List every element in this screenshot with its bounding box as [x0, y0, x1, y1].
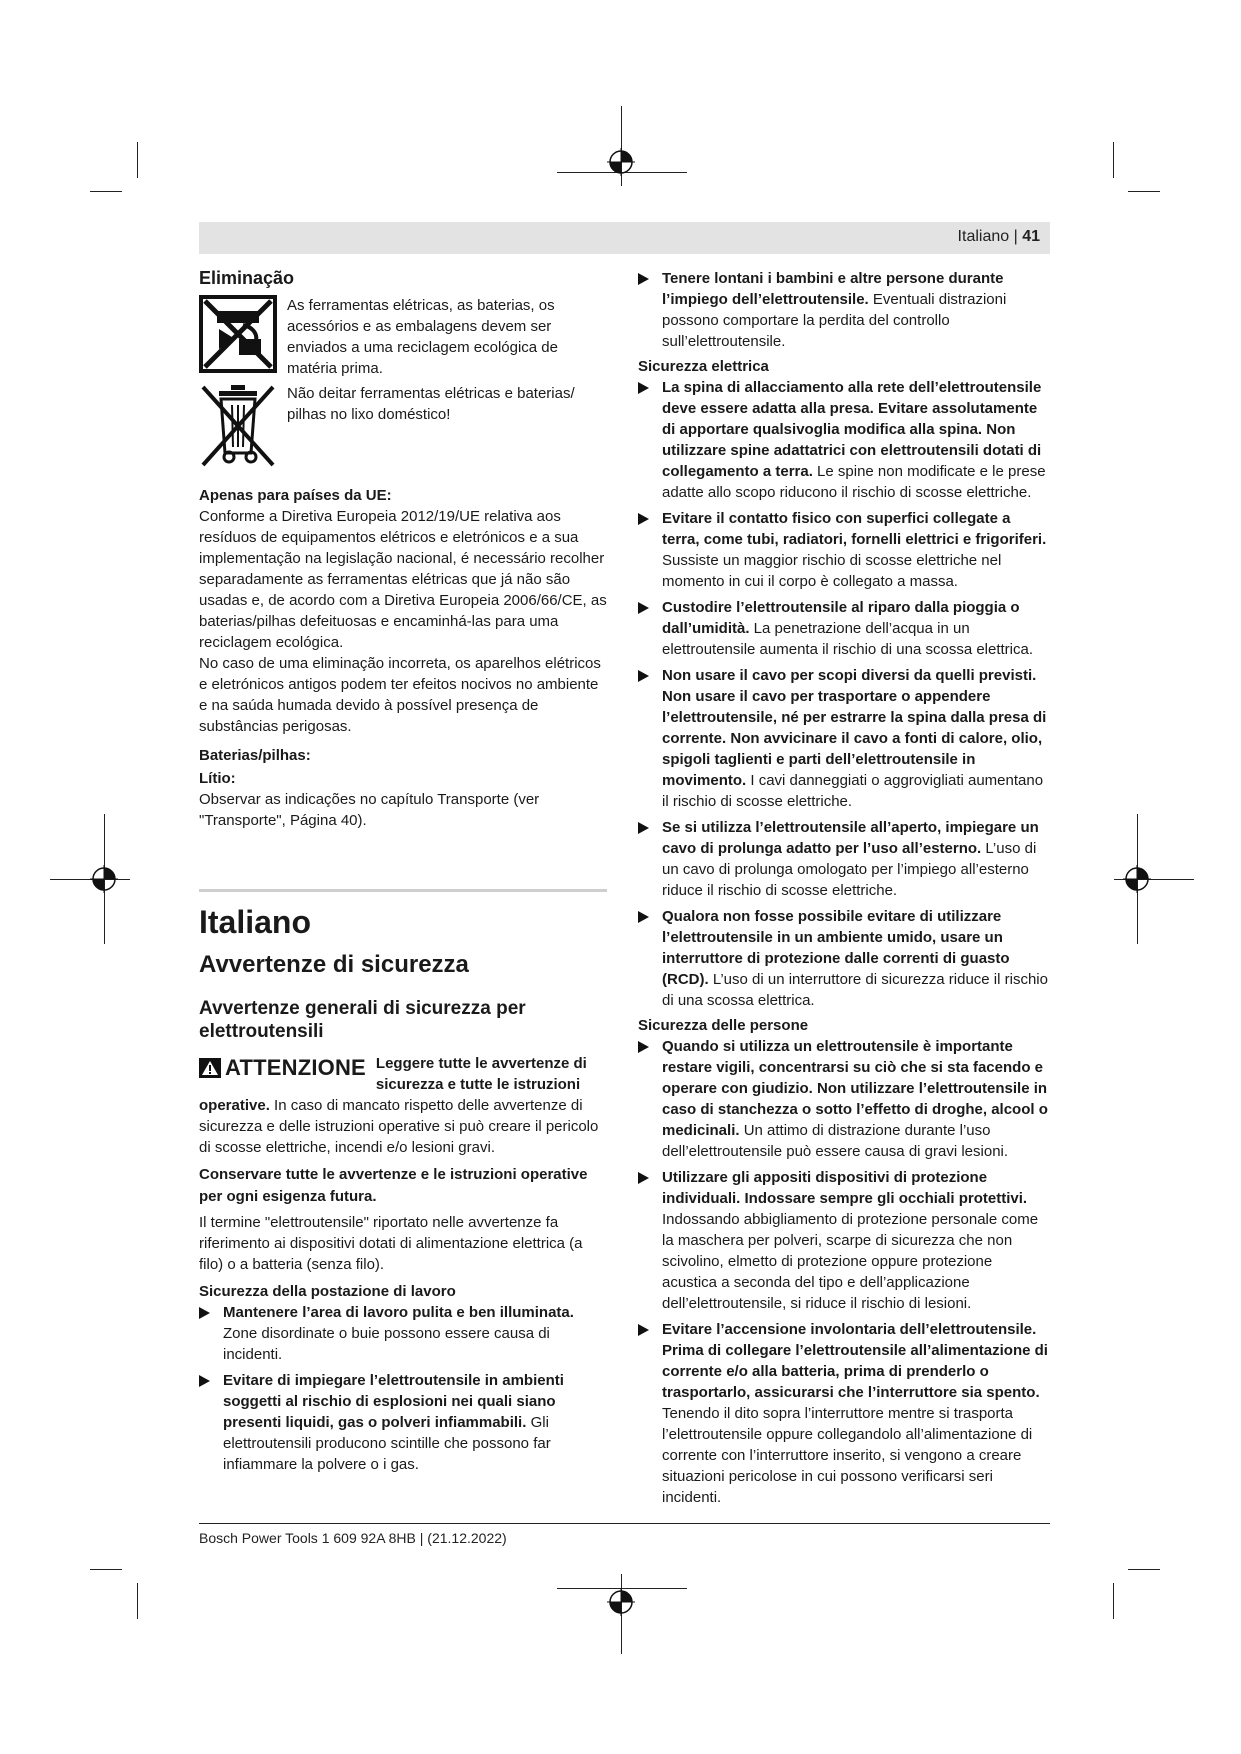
list-item: Evitare il contatto fisico con superfici collegate a terra, come tubi, radiatori, fornelli elettrici e frigoriferi. Sussiste un maggior rischio di scosse elettriche nel momento in cui il corpo è collegato a massa.	[638, 508, 1048, 592]
crop-mark	[1113, 142, 1114, 178]
electric-safety-heading: Sicurezza elettrica	[638, 358, 769, 375]
crop-mark	[137, 142, 138, 178]
warning-triangle-icon	[199, 1058, 221, 1078]
keep-instructions-text: Conservare tutte le avvertenze e le istruzioni operative per ogni esigenza futura.	[199, 1166, 588, 1205]
bullet-arrow-icon	[199, 1375, 210, 1387]
eu-text-2: No caso de uma eliminação incorreta, os aparelhos elétricos e eletrónicos antigos podem ter efeitos nocivos no ambiente e na saúda humada devido à possível presença de substâncias perigosas.	[199, 655, 601, 735]
crop-mark	[1113, 1583, 1114, 1619]
left-column	[199, 268, 607, 1480]
lithium-text: Observar as indicações no capítulo Transporte (ver "Transporte", Página 40).	[199, 791, 540, 829]
bullet-arrow-icon	[638, 1172, 649, 1184]
footer-divider	[199, 1523, 1050, 1524]
electric-safety-list	[638, 377, 1048, 1011]
eu-text-1: Conforme a Diretiva Europeia 2012/19/UE relativa aos resíduos de equipamentos elétricos e eletrónicos e a sua implementação na legislação nacional, é necessário recolher separadamente as ferramentas elétricas que já não são usadas e, de acordo com a Diretiva Europeia 2006/66/CE, as baterias/pilhas defeituosas e encaminhá-las para uma reciclagem ecológica.	[199, 508, 607, 651]
elimination-heading: Eliminação	[199, 268, 295, 288]
crop-mark	[137, 1583, 138, 1619]
recycle-text: As ferramentas elétricas, as baterias, os acessórios e as embalagens devem ser enviados a uma reciclagem ecológica de matéria prima.	[287, 297, 558, 377]
persons-safety-list	[638, 1036, 1048, 1508]
general-safety-title: Avvertenze generali di sicurezza per elettroutensili	[199, 998, 526, 1042]
bullet-arrow-icon	[638, 822, 649, 834]
eu-heading: Apenas para países da UE:	[199, 487, 392, 504]
bullet-arrow-icon	[638, 1324, 649, 1336]
bullet-arrow-icon	[638, 602, 649, 614]
term-definition-text: Il termine "elettroutensile" riportato nelle avvertenze fa riferimento ai dispositivi dotati di alimentazione elettrica (a filo) o a batteria (senza filo).	[199, 1214, 583, 1273]
warning-block	[199, 1053, 607, 1158]
page-number: 41	[1022, 228, 1040, 245]
bullet-arrow-icon	[638, 273, 649, 285]
language-title: Italiano	[199, 904, 312, 940]
workplace-list	[199, 1302, 607, 1475]
safety-title: Avvertenze di sicurezza	[199, 951, 469, 978]
warning-bold-text: Leggere tutte le avvertenze di sicurezza e tutte le istruzioni operative.	[199, 1055, 587, 1114]
footer-text: Bosch Power Tools 1 609 92A 8HB | (21.12.2022)	[199, 1530, 507, 1546]
list-item: Mantenere l’area di lavoro pulita e ben illuminata. Zone disordinate o buie possono essere causa di incidenti.	[199, 1302, 607, 1365]
lithium-heading: Lítio:	[199, 770, 236, 787]
warning-text: In caso di mancato rispetto delle avvertenze di sicurezza e delle istruzioni operative si può creare il pericolo di scosse elettriche, incendi e/o lesioni gravi.	[199, 1097, 599, 1156]
list-item: La spina di allacciamento alla rete dell’elettroutensile deve essere adatta alla presa. Evitare assolutamente di apportare qualsivoglia modifica alla spina. Non utilizzare spine adattatrici con elettroutensili dotati di collegamento a terra. Le spine non modificate e le prese adatte allo scopo riducono il rischio di scosse elettriche.	[638, 377, 1048, 503]
list-item: Custodire l’elettroutensile al riparo dalla pioggia o dall’umidità. La penetrazione dell’acqua in un elettroutensile aumenta il rischio di una scossa elettrica.	[638, 597, 1048, 660]
registration-target-icon	[90, 865, 118, 893]
crop-mark	[1128, 191, 1160, 192]
no-bin-notice	[199, 383, 607, 469]
header-separator: |	[1013, 228, 1018, 245]
list-item: Quando si utilizza un elettroutensile è importante restare vigili, concentrarsi su ciò che si sta facendo e operare con giudizio. Non utilizzare l’elettroutensile in caso di stanchezza o sotto l’effetto di droghe, alcool o medicinali. Un attimo di distrazione durante l’uso dell’elettroutensile può essere causa di gravi lesioni.	[638, 1036, 1048, 1162]
bullet-arrow-icon	[638, 513, 649, 525]
recycle-notice	[199, 295, 607, 379]
registration-target-icon	[607, 148, 635, 176]
bullet-arrow-icon	[199, 1307, 210, 1319]
warning-word: ATTENZIONE	[225, 1055, 366, 1080]
list-item: Evitare l’accensione involontaria dell’elettroutensile. Prima di collegare l’elettroutensile all’alimentazione di corrente e/o alla batteria, prima di prenderlo o trasportarlo, assicurarsi che l’interruttore sia spento. Tenendo il dito sopra l’interruttore mentre si trasporta l’elettroutensile oppure collegandolo all’alimentazione di corrente con l’interruttore inserito, si vengono a creare situazioni pericolose in cui possono verificarsi seri incidenti.	[638, 1319, 1048, 1508]
bullet-arrow-icon	[638, 1041, 649, 1053]
batteries-heading: Baterias/pilhas:	[199, 747, 311, 764]
registration-target-icon	[607, 1588, 635, 1616]
header-language: Italiano	[957, 228, 1010, 245]
list-item: Qualora non fosse possibile evitare di utilizzare l’elettroutensile in un ambiente umido, usare un interruttore di protezione dalle correnti di guasto (RCD). L’uso di un interruttore di sicurezza riduce il rischio di una scossa elettrica.	[638, 906, 1048, 1011]
section-divider	[199, 889, 607, 892]
list-item: Utilizzare gli appositi dispositivi di protezione individuali. Indossare sempre gli occhiali protettivi. Indossando abbigliamento di protezione personale come la maschera per polveri, scarpe di sicurezza che non scivolino, elmetto di protezione oppure protezione acustica a seconda del tipo e dell’applicazione dell’elettroutensile, si riduce il rischio di lesioni.	[638, 1167, 1048, 1314]
top-list	[638, 268, 1048, 352]
header-text	[958, 228, 1040, 246]
crop-mark	[1128, 1569, 1160, 1570]
crop-mark	[90, 1569, 122, 1570]
bullet-arrow-icon	[638, 911, 649, 923]
list-item: Tenere lontani i bambini e altre persone durante l’impiego dell’elettroutensile. Eventuali distrazioni possono comportare la perdita del controllo sull’elettroutensile.	[638, 268, 1048, 352]
workplace-heading: Sicurezza della postazione di lavoro	[199, 1283, 456, 1300]
no-bin-text: Não deitar ferramentas elétricas e baterias/ pilhas no lixo doméstico!	[287, 385, 575, 423]
page-header	[199, 222, 1050, 254]
bullet-arrow-icon	[638, 670, 649, 682]
crossed-bin-icon	[199, 383, 277, 469]
list-item: Evitare di impiegare l’elettroutensile in ambienti soggetti al rischio di esplosioni nei quali siano presenti liquidi, gas o polveri infiammabili. Gli elettroutensili producono scintille che possono far infiammare la polvere o i gas.	[199, 1370, 607, 1475]
registration-target-icon	[1123, 865, 1151, 893]
right-column	[638, 268, 1048, 1513]
persons-safety-heading: Sicurezza delle persone	[638, 1017, 809, 1034]
list-item: Se si utilizza l’elettroutensile all’aperto, impiegare un cavo di prolunga adatto per l’uso all’esterno. L’uso di un cavo di prolunga omologato per l’impiego all’esterno riduce il rischio di scosse elettriche.	[638, 817, 1048, 901]
list-item: Non usare il cavo per scopi diversi da quelli previsti. Non usare il cavo per trasportare o appendere l’elettroutensile, né per estrarre la spina dalla presa di corrente. Non avvicinare il cavo a fonti di calore, olio, spigoli taglienti e parti dell’elettroutensile in movimento. I cavi danneggiati o aggrovigliati aumentano il rischio di scosse elettriche.	[638, 665, 1048, 812]
crop-mark	[90, 191, 122, 192]
bullet-arrow-icon	[638, 382, 649, 394]
warning-label	[199, 1055, 366, 1081]
recycle-icon	[199, 295, 277, 373]
